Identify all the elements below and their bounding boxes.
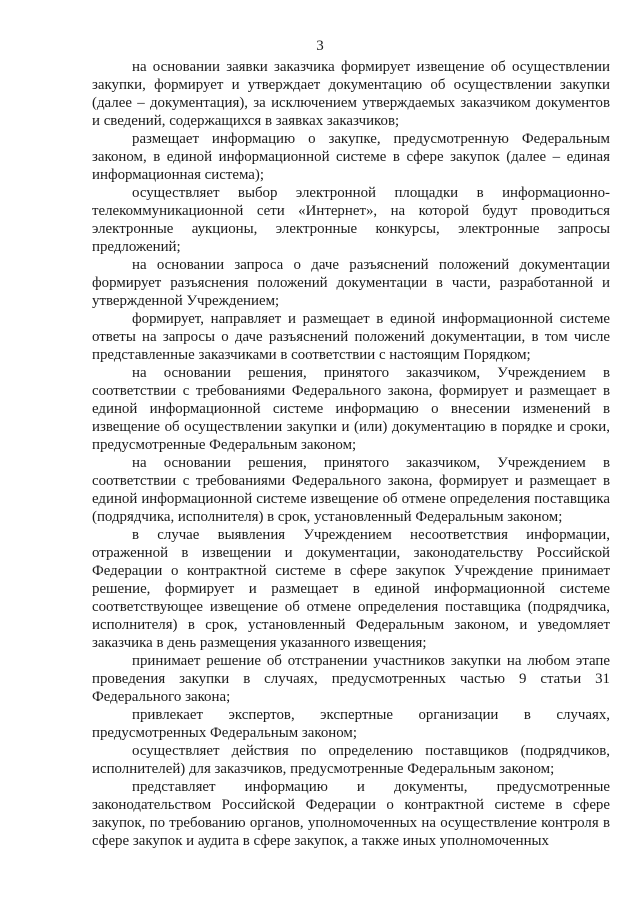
paragraph-2: размещает информацию о закупке, предусмотренную Федеральным законом, в единой информационной системе в сфере закупок (далее – единая информационная система); <box>92 131 610 183</box>
paragraph-3: осуществляет выбор электронной площадки в информационно-телекоммуникационной сети «Интернет», на которой будут проводиться электронные аукционы, электронные конкурсы, электронные запросы предложений; <box>92 185 610 255</box>
paragraph-6: на основании решения, принятого заказчиком, Учреждением в соответствии с требованиями Федерального закона, формирует и размещает в единой информационной системе информацию о внесении изменений в извещение об осуществлении закупки и (или) документацию в порядке и сроки, предусмотренные Федеральным законом; <box>92 365 610 453</box>
paragraph-11: осуществляет действия по определению поставщиков (подрядчиков, исполнителей) для заказчиков, предусмотренные Федеральным законом; <box>92 743 610 777</box>
document-body <box>92 58 610 850</box>
paragraph-7: на основании решения, принятого заказчиком, Учреждением в соответствии с требованиями Федерального закона, формирует и размещает в единой информационной системе извещение об отмене определения поставщика (подрядчика, исполнителя) в срок, установленный Федеральным законом; <box>92 455 610 525</box>
paragraph-4: на основании запроса о даче разъяснений положений документации формирует разъяснения положений документации в части, разработанной и утвержденной Учреждением; <box>92 257 610 309</box>
paragraph-8: в случае выявления Учреждением несоответствия информации, отраженной в извещении и документации, законодательству Российской Федерации о контрактной системе в сфере закупок Учреждение принимает решение, формирует и размещает в единой информационной системе соответствующее извещение об отмене определения поставщика (подрядчика, исполнителя) в срок, установленный Федеральным законом, и уведомляет заказчика в день размещения указанного извещения; <box>92 527 610 651</box>
paragraph-10: привлекает экспертов, экспертные организации в случаях, предусмотренных Федеральным законом; <box>92 707 610 741</box>
paragraph-1: на основании заявки заказчика формирует извещение об осуществлении закупки, формирует и утверждает документацию об осуществлении закупки (далее – документация), за исключением утверждаемых заказчиком документов и сведений, содержащихся в заявках заказчиков; <box>92 59 610 129</box>
paragraph-12: представляет информацию и документы, предусмотренные законодательством Российской Федерации о контрактной системе в сфере закупок, по требованию органов, уполномоченных на осуществление контроля в сфере закупок и аудита в сфере закупок, а также иных уполномоченных <box>92 779 610 849</box>
page-number: 3 <box>316 38 324 54</box>
paragraph-5: формирует, направляет и размещает в единой информационной системе ответы на запросы о даче разъяснений положений документации, в том числе представленные заказчиками в соответствии с настоящим Порядком; <box>92 311 610 363</box>
paragraph-9: принимает решение об отстранении участников закупки на любом этапе проведения закупки в случаях, предусмотренных частью 9 статьи 31 Федерального закона; <box>92 653 610 705</box>
